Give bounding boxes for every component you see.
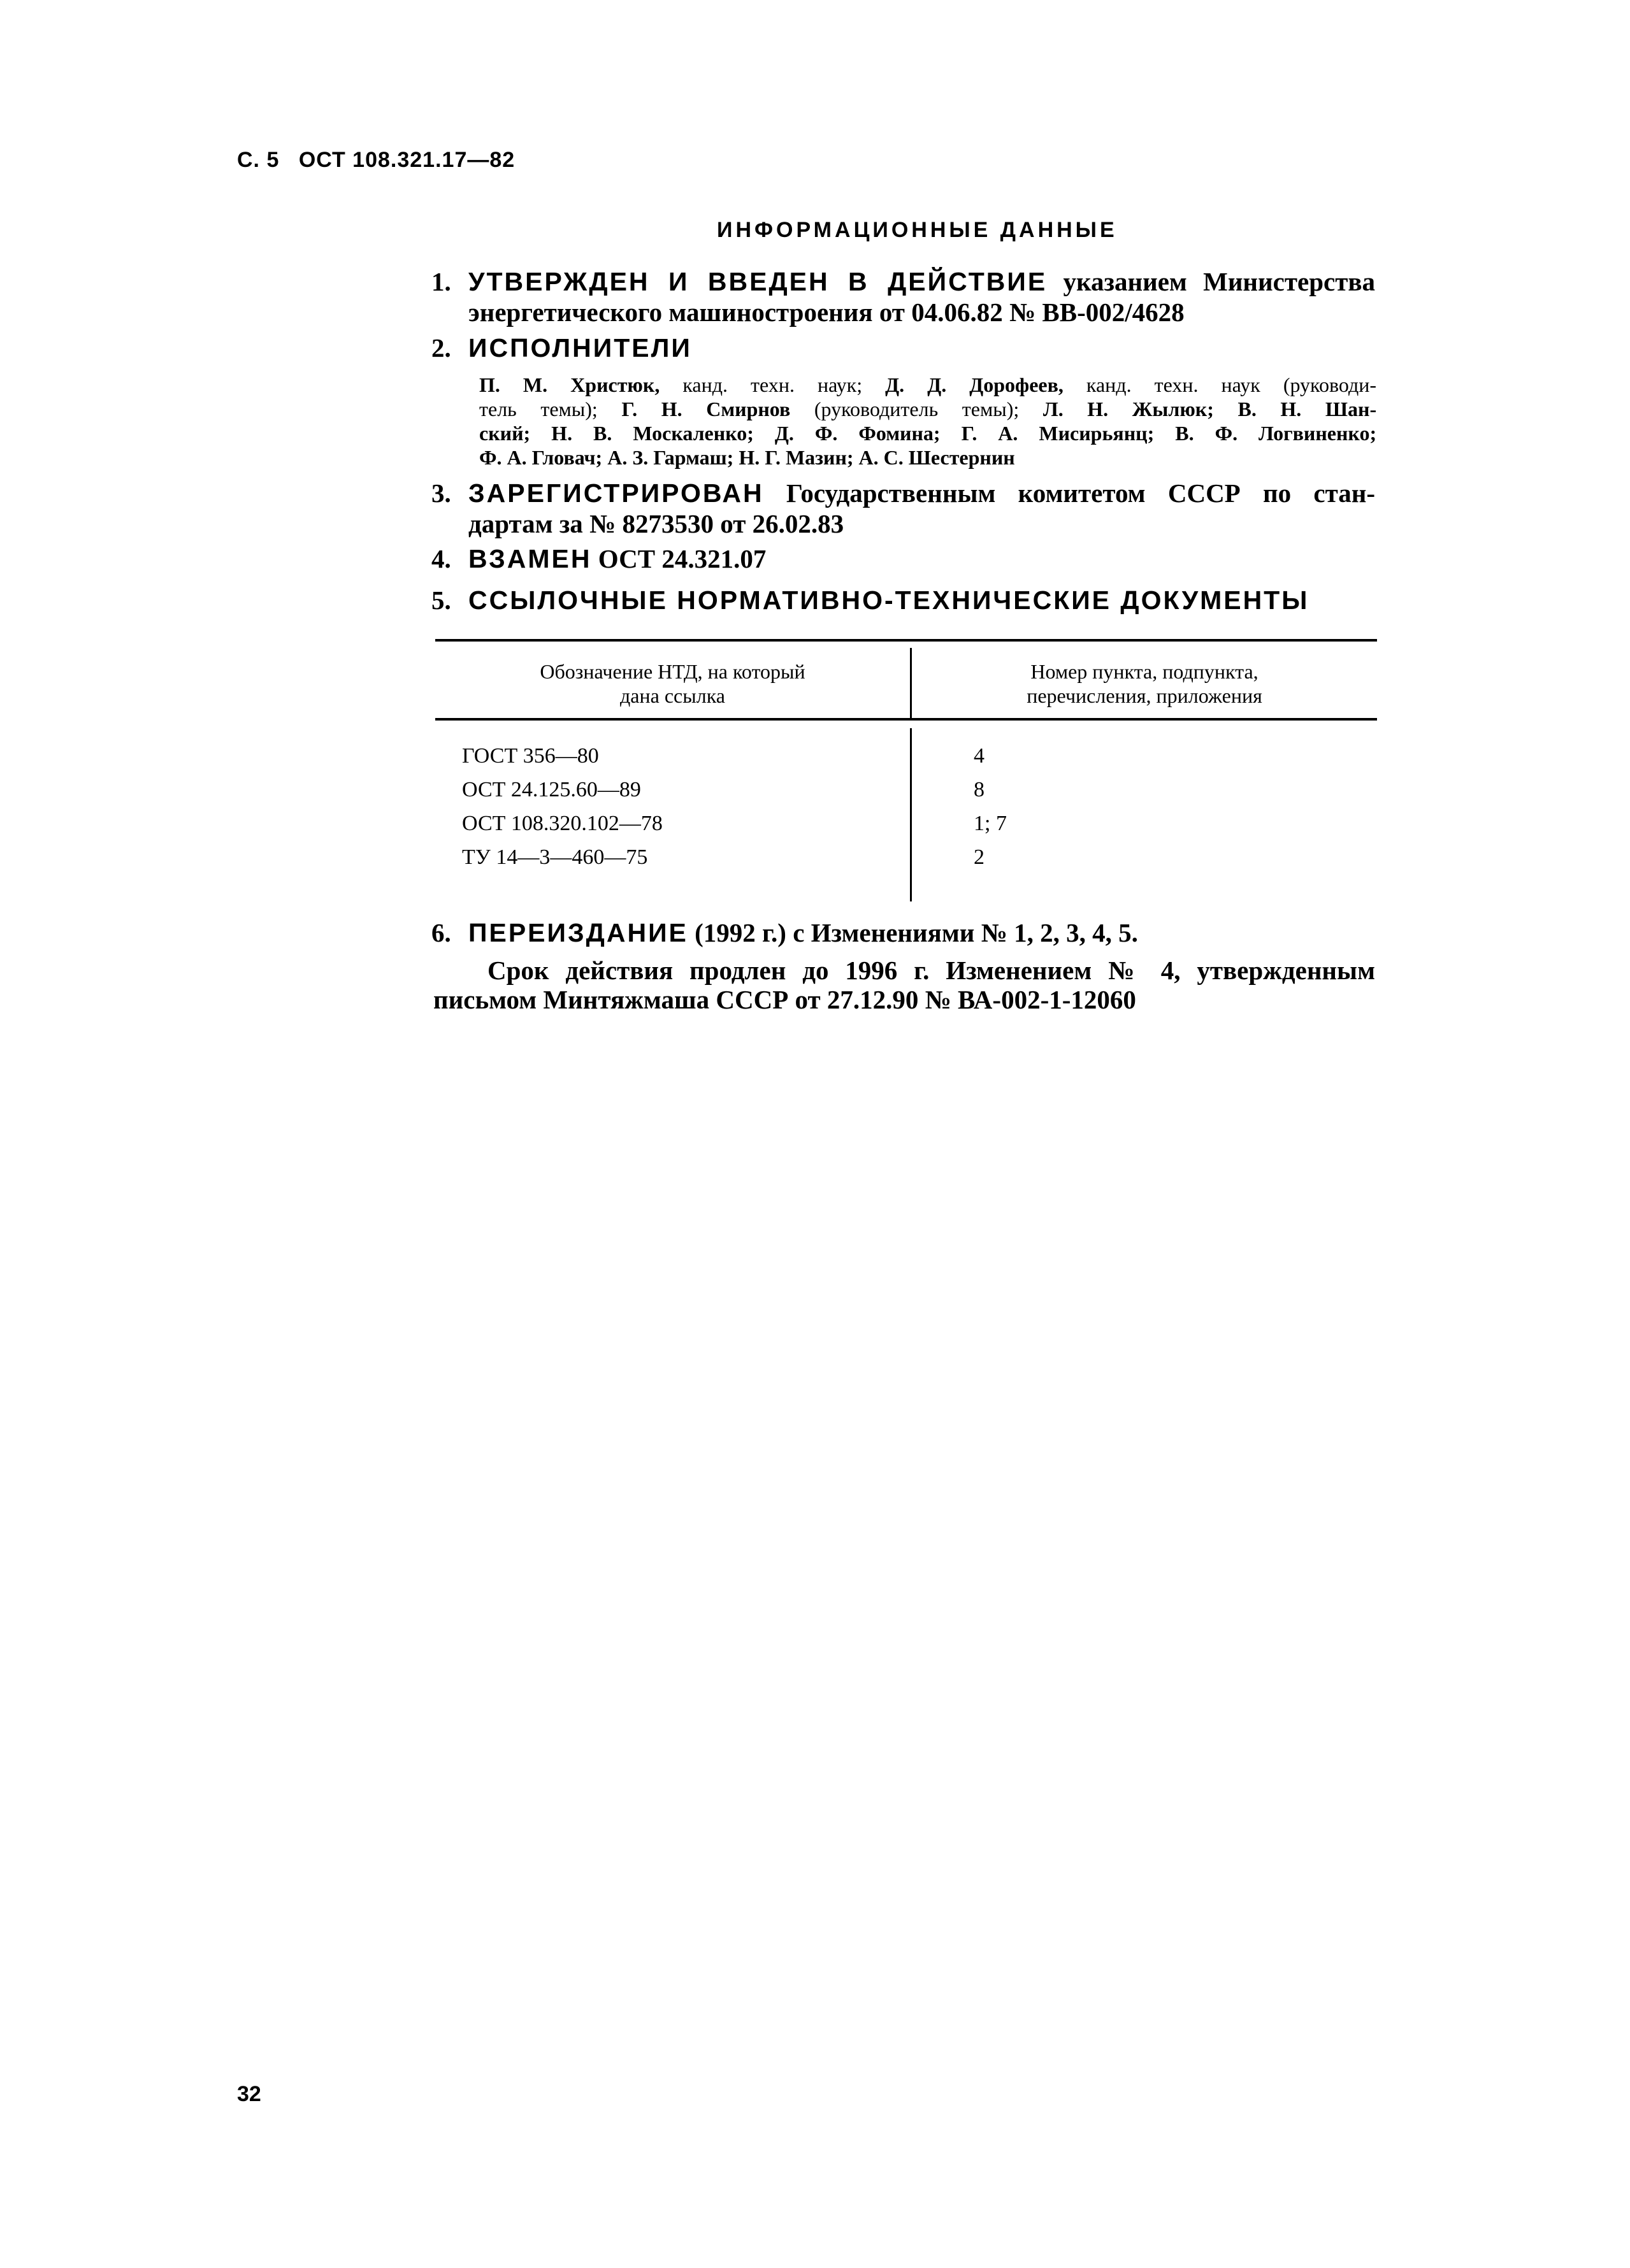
author-name: А. С. Шестернин xyxy=(858,446,1015,469)
item-number: 5. xyxy=(431,585,451,615)
column-header-clause: Номер пункта, подпункта, перечисления, приложения xyxy=(1027,660,1262,707)
item-registered-line1 xyxy=(468,478,1375,508)
item-reissue xyxy=(433,917,1375,948)
item-text: указанием Министерства xyxy=(1063,267,1375,296)
section-title: ИНФОРМАЦИОННЫЕ ДАННЫЕ xyxy=(717,218,1118,242)
item-references xyxy=(433,585,1375,615)
author-degree: канд. техн. наук (руководи- xyxy=(1086,373,1376,396)
author-name: Н. В. Москаленко; xyxy=(551,422,754,445)
table-header-rule xyxy=(435,718,1377,721)
item-number: 4. xyxy=(431,544,451,573)
item-text: Государственным комитетом СССР по стан- xyxy=(786,478,1376,508)
item-heading: ПЕРЕИЗДАНИЕ xyxy=(468,918,688,947)
item-replaces xyxy=(433,543,1375,574)
item-number: 2. xyxy=(431,333,451,362)
item-text: ОСТ 24.321.07 xyxy=(598,544,767,573)
table-cell-clause: 8 xyxy=(974,778,984,801)
item-heading: ВЗАМЕН xyxy=(468,544,592,573)
table-cell-document: ОСТ 24.125.60—89 xyxy=(462,778,641,801)
author-degree: канд. техн. наук; xyxy=(682,373,863,396)
author-name: Н. Г. Мазин; xyxy=(739,446,854,469)
author-name: В. Ф. Логвиненко; xyxy=(1175,422,1377,445)
item-heading: ИСПОЛНИТЕЛИ xyxy=(468,333,692,362)
validity-line: письмом Минтяжмаша СССР от 27.12.90 № ВА-002-1-12060 xyxy=(433,985,1136,1014)
table-cell-clause: 1; 7 xyxy=(974,812,1007,835)
page-number: 32 xyxy=(237,2082,261,2106)
author-name: Л. Н. Жылюк; xyxy=(1042,398,1214,420)
item-heading: ССЫЛОЧНЫЕ НОРМАТИВНО-ТЕХНИЧЕСКИЕ ДОКУМЕНТЫ xyxy=(468,585,1309,615)
author-role: (руководитель темы); xyxy=(814,398,1020,420)
authors-line xyxy=(479,421,1376,445)
item-heading: ЗАРЕГИСТРИРОВАН xyxy=(468,478,764,508)
table-body-divider xyxy=(910,728,912,901)
table-cell-document: ОСТ 108.320.102—78 xyxy=(462,812,663,835)
item-registered xyxy=(433,478,1375,539)
item-approved xyxy=(433,266,1375,327)
item-registered-line2: дартам за № 8273530 от 26.02.83 xyxy=(468,509,844,538)
author-name: Д. Д. Дорофеев, xyxy=(885,373,1064,396)
validity-note xyxy=(433,956,1375,1014)
author-name: ский; xyxy=(479,422,531,445)
column-header-document: Обозначение НТД, на который дана ссылка xyxy=(540,660,805,707)
author-name: А. З. Гармаш; xyxy=(607,446,734,469)
item-approved-line1 xyxy=(468,266,1375,297)
author-name: Г. Н. Смирнов xyxy=(621,398,791,420)
validity-line: Срок действия продлен до 1996 г. Изменением № 4, утвержденным xyxy=(487,956,1375,985)
table-cell-clause: 2 xyxy=(974,845,984,869)
authors-list xyxy=(479,373,1376,470)
item-number: 3. xyxy=(431,478,451,508)
running-head xyxy=(237,148,515,173)
author-name: В. Н. Шан- xyxy=(1237,398,1377,420)
table-cell-document: ГОСТ 356—80 xyxy=(462,744,599,768)
authors-line xyxy=(479,397,1376,421)
table-top-rule xyxy=(435,639,1377,642)
authors-line xyxy=(479,373,1376,397)
table-cell-clause: 4 xyxy=(974,744,984,768)
item-number: 6. xyxy=(431,918,451,947)
author-name: Ф. А. Гловач; xyxy=(479,446,603,469)
page-label: С. 5 xyxy=(237,148,280,172)
table-cell-document: ТУ 14—3—460—75 xyxy=(462,845,648,869)
standard-designation: ОСТ 108.321.17—82 xyxy=(298,148,516,172)
author-name: П. М. Христюк, xyxy=(479,373,660,396)
author-name: Д. Ф. Фомина; xyxy=(774,422,941,445)
item-heading: УТВЕРЖДЕН И ВВЕДЕН В ДЕЙСТВИЕ xyxy=(468,267,1048,296)
author-degree: тель темы); xyxy=(479,398,598,420)
item-approved-line2: энергетического машиностроения от 04.06.82 № ВВ-002/4628 xyxy=(468,298,1185,327)
item-number: 1. xyxy=(431,267,451,296)
author-name: Г. А. Мисирьянц; xyxy=(961,422,1155,445)
authors-line xyxy=(479,445,1376,470)
item-authors xyxy=(433,333,1375,363)
item-text: (1992 г.) с Изменениями № 1, 2, 3, 4, 5. xyxy=(695,918,1138,947)
